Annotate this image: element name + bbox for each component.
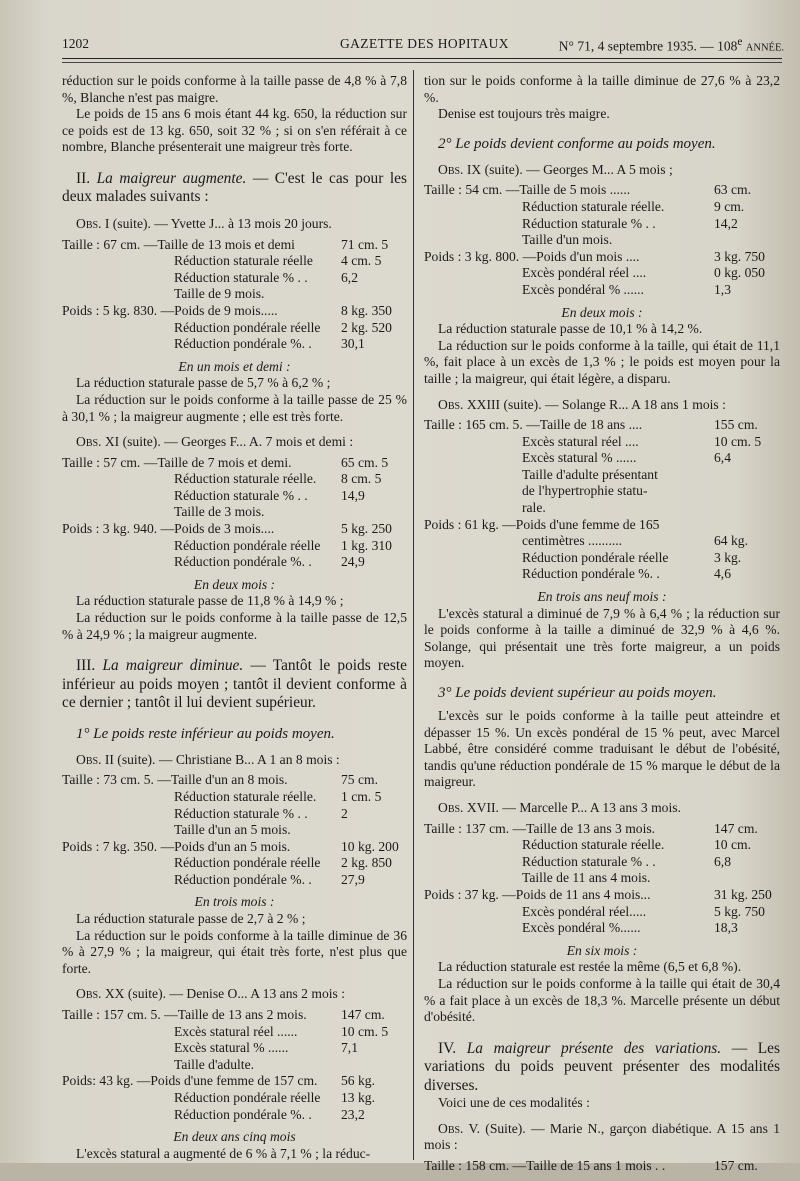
obs-text: (suite). — Georges F... A. 7 mois et demi : (119, 434, 354, 450)
measure-row (62, 1107, 407, 1124)
row-value: 4,6 (714, 566, 731, 582)
row-description: rale. (522, 500, 546, 516)
row-value: 23,2 (341, 1106, 365, 1122)
row-value: 6,4 (714, 450, 731, 466)
paragraph: tion sur le poids conforme à la taille diminue de 27,6 % à 23,2 %. (424, 73, 780, 105)
section-number: IV. (438, 1039, 457, 1057)
measure-row (62, 1007, 407, 1024)
obs-label: Obs. IX (438, 161, 482, 177)
row-description: Réduction pondérale %. . (174, 1106, 312, 1122)
measure-row (62, 253, 407, 270)
measure-row (62, 270, 407, 287)
row-description: Excès pondéral %...... (522, 920, 641, 936)
row-value: 4 cm. 5 (341, 253, 382, 269)
row-label (62, 286, 174, 303)
row-description: Réduction staturale réelle. (522, 837, 665, 853)
row-value: 18,3 (714, 920, 738, 936)
obs-text: (suite). — Solange R... A 18 ans 1 mois : (500, 396, 726, 412)
row-description: Réduction pondérale %. . (174, 871, 312, 887)
obs-text: (suite). — Christiane B... A 1 an 8 mois : (113, 751, 340, 767)
obs-text: — Marcelle P... A 13 ans 3 mois. (498, 799, 681, 815)
row-label (62, 253, 174, 270)
measure-row (424, 282, 780, 299)
row-label: Poids : 7 kg. 350. — (62, 838, 175, 854)
page-header (62, 36, 784, 56)
row-label (62, 538, 174, 555)
issue-superscript: e (737, 36, 743, 48)
row-label: Poids : 61 kg. — (424, 516, 516, 532)
measure-row (424, 417, 780, 434)
row-description: Taille d'un an 8 mois. (170, 772, 288, 788)
row-description: Poids d'un mois .... (536, 248, 640, 264)
row-label (424, 920, 522, 937)
row-label (62, 855, 174, 872)
paragraph: Le poids de 15 ans 6 mois étant 44 kg. 650, la réduction sur ce poids est de 13 kg. 650, soit 32 % ; si on s'en référait à ce nombre, Blanche présenterait une maigreur très forte. (62, 106, 407, 155)
row-value: 63 cm. (714, 182, 751, 198)
measure-row (62, 521, 407, 538)
row-value: 30,1 (341, 336, 365, 352)
row-label (424, 232, 522, 249)
row-value: 27,9 (341, 871, 365, 887)
row-description: Excès pondéral réel..... (522, 903, 647, 919)
observation-heading (62, 752, 407, 769)
row-value: 1,3 (714, 281, 731, 297)
obs-label: Obs. V. (438, 1120, 480, 1136)
row-value (714, 483, 780, 500)
row-label (62, 1057, 174, 1074)
issue-line (559, 36, 784, 55)
section-title: La maigreur augmente. (96, 169, 247, 187)
measure-row (62, 538, 407, 555)
row-value: 157 cm. (714, 1157, 758, 1173)
row-description: Réduction staturale % . . (174, 805, 308, 821)
row-description: Poids de 3 mois.... (174, 521, 275, 537)
measure-row (62, 1057, 407, 1074)
row-value: 2 kg. 850 (341, 855, 392, 871)
measure-row (424, 467, 780, 484)
measure-row (62, 806, 407, 823)
row-description: Excès pondéral % ...... (522, 281, 644, 297)
row-description: Taille de 13 mois et demi (157, 236, 295, 252)
row-value (341, 504, 407, 521)
measure-row (62, 1024, 407, 1041)
row-label (424, 434, 522, 451)
row-value: 3 kg. (714, 549, 742, 565)
row-label (62, 336, 174, 353)
row-description: Excès statural % ...... (174, 1040, 289, 1056)
obs-label: Obs. XI (76, 434, 120, 450)
paragraph: L'excès statural a diminué de 7,9 % à 6,4 % ; la réduction sur le poids conforme à la taille a diminué de 32,9 % à 4,6 %. Solange, qui présentait une très forte maigreur, a un poids moyen. (424, 605, 780, 671)
row-label (62, 789, 174, 806)
measure-row (424, 500, 780, 517)
row-description: Réduction pondérale réelle (522, 549, 669, 565)
row-label (62, 1040, 174, 1057)
row-description: Réduction pondérale réelle (174, 1090, 321, 1105)
row-label: Taille : 73 cm. 5. — (62, 772, 171, 788)
row-description: Réduction pondérale %. . (174, 554, 312, 570)
row-label: Poids: 43 kg. — (62, 1073, 151, 1089)
measure-row (424, 517, 780, 534)
row-value: 0 kg. 050 (714, 265, 765, 281)
subsection-title: 1° Le poids reste inférieur au poids moyen. (76, 725, 335, 742)
row-description: Taille de 15 ans 1 mois . . (526, 1157, 666, 1173)
row-label (424, 265, 522, 282)
row-label (424, 837, 522, 854)
row-value: 65 cm. 5 (341, 454, 389, 470)
subsection-heading (424, 684, 780, 702)
measure-block (62, 237, 407, 353)
row-value: 9 cm. (714, 198, 745, 214)
obs-label: Obs. XX (76, 986, 125, 1002)
obs-text: (suite). — Yvette J... à 13 mois 20 jours. (109, 215, 332, 231)
row-description: Poids de 9 mois..... (174, 302, 278, 318)
measure-row (62, 471, 407, 488)
issue-text: N° 71, 4 septembre 1935. — 108 (558, 38, 738, 54)
row-description: Réduction pondérale réelle (174, 319, 321, 335)
row-description: Taille de 5 mois ...... (519, 182, 631, 198)
duration-label: En trois ans neuf mois : (537, 589, 667, 605)
row-value: 64 kg. (714, 533, 748, 549)
measure-row (62, 504, 407, 521)
measure-row (424, 265, 780, 282)
obs-label: Obs. II (76, 751, 114, 767)
row-description: Réduction staturale % . . (522, 215, 656, 231)
observation-heading (62, 216, 407, 233)
duration-label: En trois mois : (194, 894, 275, 910)
row-label (62, 1024, 174, 1041)
measure-row (424, 249, 780, 266)
row-description: Excès statural réel .... (522, 433, 639, 449)
section-title: La maigreur présente des variations. (466, 1039, 722, 1057)
row-label (62, 1090, 174, 1107)
row-description: Taille d'adulte présentant (522, 466, 658, 482)
row-value: 10 cm. 5 (341, 1023, 389, 1039)
row-label: Poids : 5 kg. 830. — (62, 302, 175, 318)
row-value: 7,1 (341, 1040, 358, 1056)
paragraph: La réduction sur le poids conforme à la taille qui était de 30,4 % a fait place à un excès de 18,3 %. Marcelle présente un début d'obésité. (424, 975, 780, 1025)
measure-row (62, 237, 407, 254)
row-description: Réduction staturale % . . (174, 487, 308, 503)
measure-row (62, 839, 407, 856)
row-description: Poids de 11 ans 4 mois... (515, 886, 651, 902)
row-value: 6,8 (714, 853, 731, 869)
row-label (62, 488, 174, 505)
row-description: Taille de 9 mois. (174, 286, 265, 302)
row-label (424, 870, 522, 887)
measure-row (62, 554, 407, 571)
row-value (714, 870, 780, 887)
measure-row (62, 286, 407, 303)
row-description: Réduction pondérale %. . (174, 336, 312, 352)
row-description: Taille d'adulte. (174, 1056, 255, 1072)
row-value: 3 kg. 750 (714, 248, 765, 264)
row-value: 5 kg. 750 (714, 903, 765, 919)
subsection-title: 3° Le poids devient supérieur au poids moyen. (438, 685, 717, 701)
row-value: 147 cm. (341, 1007, 385, 1023)
measure-block (424, 821, 780, 937)
measure-block (424, 1158, 780, 1175)
row-value: 10 kg. 200 (341, 838, 399, 854)
row-value: 10 cm. (714, 837, 751, 853)
row-label (424, 199, 522, 216)
paragraph: Denise est toujours très maigre. (438, 106, 610, 122)
row-description: centimètres .......... (522, 533, 623, 549)
row-label (424, 467, 522, 484)
row-label: Poids : 3 kg. 800. — (424, 248, 537, 264)
measure-row (62, 303, 407, 320)
observation-heading (424, 800, 780, 817)
row-description: Réduction staturale réelle. (522, 198, 665, 214)
measure-row (424, 821, 780, 838)
obs-text: (Suite). — Marie N., garçon diabétique. A 15 ans 1 mois : (424, 1120, 781, 1153)
row-value: 1 kg. 310 (341, 537, 392, 553)
measure-row (424, 450, 780, 467)
measure-row (62, 789, 407, 806)
journal-title: GAZETTE DES HOPITAUX (340, 36, 509, 51)
row-description: Réduction staturale % . . (174, 269, 308, 285)
row-value: 13 kg. (341, 1090, 375, 1105)
row-description: Excès statural réel ...... (174, 1023, 298, 1039)
row-label: Taille : 165 cm. 5. — (424, 417, 540, 433)
row-label (424, 450, 522, 467)
row-label (62, 270, 174, 287)
row-value: 10 cm. 5 (714, 433, 762, 449)
measure-row (424, 483, 780, 500)
measure-row (62, 320, 407, 337)
measure-row (62, 1040, 407, 1057)
row-description: Taille de 18 ans .... (539, 417, 643, 433)
section-title: La maigreur diminue. (102, 657, 244, 675)
measure-row (424, 232, 780, 249)
measure-block (62, 1007, 407, 1123)
row-value: 31 kg. 250 (714, 886, 772, 902)
row-description: Excès pondéral réel .... (522, 265, 647, 281)
row-label: Taille : 157 cm. 5. — (62, 1007, 178, 1023)
paragraph: L'excès statural a augmenté de 6 % à 7,1 % ; la réduc- (76, 1145, 371, 1161)
right-column (424, 73, 780, 1181)
observation-heading (424, 1121, 780, 1154)
row-value: 2 kg. 520 (341, 319, 392, 335)
measure-row (62, 772, 407, 789)
paragraph: réduction sur le poids conforme à la taille passe de 4,8 % à 7,8 %, Blanche n'est pas maigre. (62, 73, 407, 105)
row-description: Réduction pondérale réelle (174, 855, 321, 871)
row-description: Réduction pondérale %. . (522, 566, 660, 582)
measure-row (424, 837, 780, 854)
measure-row (62, 1073, 407, 1090)
row-value: 1 cm. 5 (341, 788, 382, 804)
row-label (424, 282, 522, 299)
subsection-heading (62, 725, 407, 743)
obs-text: (suite). — Georges M... A 5 mois ; (481, 161, 673, 177)
measure-row (62, 822, 407, 839)
row-value: 24,9 (341, 554, 365, 570)
obs-label: Obs. XVII. (438, 799, 499, 815)
observation-heading (62, 986, 407, 1003)
measure-row (424, 1158, 780, 1175)
measure-row (62, 855, 407, 872)
annee-label: ANNÉE. (745, 42, 784, 54)
page-number: 1202 (62, 36, 89, 51)
measure-block (424, 182, 780, 298)
paragraph: La réduction staturale passe de 11,8 % à 14,9 % ; (76, 593, 344, 609)
measure-row (62, 872, 407, 889)
measure-block (62, 772, 407, 888)
measure-row (62, 488, 407, 505)
row-description: Excès statural % ...... (522, 450, 637, 466)
row-label (424, 533, 522, 550)
measure-row (424, 566, 780, 583)
row-description: Réduction pondérale réelle (174, 537, 321, 553)
row-value (341, 1057, 407, 1074)
row-description: de l'hypertrophie statu- (522, 483, 648, 499)
row-value (714, 467, 780, 484)
row-label (62, 1107, 174, 1124)
section-number: III. (76, 657, 96, 675)
row-label (424, 854, 522, 871)
duration-label: En un mois et demi : (178, 358, 291, 374)
row-value: 56 kg. (341, 1073, 375, 1089)
row-description: Taille d'un an 5 mois. (174, 822, 291, 838)
row-label (62, 471, 174, 488)
row-value (341, 286, 407, 303)
row-label (62, 554, 174, 571)
row-label: Taille : 158 cm. — (424, 1157, 527, 1173)
row-label: Taille : 57 cm. — (62, 454, 158, 470)
row-description: Poids d'une femme de 157 cm. (150, 1073, 318, 1089)
row-value: 147 cm. (714, 820, 758, 836)
section-text: — Les variations du poids peuvent présenter des modalités diverses. (424, 1039, 780, 1094)
row-value: 155 cm. (714, 417, 758, 433)
measure-row (424, 870, 780, 887)
row-description: Taille de 13 ans 2 mois. (177, 1007, 307, 1023)
row-label: Taille : 67 cm. — (62, 236, 158, 252)
row-value: 6,2 (341, 269, 358, 285)
duration-label: En deux mois : (561, 304, 643, 320)
obs-text: (suite). — Denise O... A 13 ans 2 mois : (124, 986, 345, 1002)
measure-row (62, 336, 407, 353)
measure-row (62, 1090, 407, 1107)
section-text: — Tantôt le poids reste inférieur au poids moyen ; tantôt il devient conforme à ce dernier ; tantôt il lui devient supérieur. (62, 657, 407, 712)
row-label (424, 550, 522, 567)
row-value: 2 (341, 805, 348, 821)
row-value (714, 500, 780, 517)
paragraph: La réduction staturale passe de 2,7 à 2 % ; (76, 911, 306, 927)
row-label (424, 500, 522, 517)
header-rule (62, 58, 782, 59)
measure-row (62, 455, 407, 472)
paragraph: La réduction sur le poids conforme à la taille passe de 12,5 % à 24,9 % ; la maigreur augmente. (62, 610, 407, 642)
section-number: II. (76, 169, 91, 187)
measure-row (424, 199, 780, 216)
row-description: Réduction staturale réelle. (174, 471, 317, 487)
paragraph: L'excès sur le poids conforme à la taille peut atteindre et dépasser 15 %. Un excès pondéral de 15 % peut, avec Marcel Labbé, être considéré comme traduisant le début de l'obésité, tandis qu'une réduction pondérale de 15 % marque le début de la maigreur. (424, 708, 780, 790)
paragraph: La réduction staturale est restée la même (6,5 et 6,8 %). (438, 959, 742, 975)
row-description: Réduction staturale % . . (522, 853, 656, 869)
row-value: 8 kg. 350 (341, 302, 392, 318)
measure-row (424, 216, 780, 233)
measure-row (424, 182, 780, 199)
row-description: Poids d'une femme de 165 (515, 516, 660, 532)
paragraph: La réduction sur le poids conforme à la taille, qui était de 11,1 %, fait place à un excès de 1,3 % ; le poids est moyen pour la taille ; la maigreur, qui était légère, a disparu. (424, 337, 780, 386)
row-description: Taille de 7 mois et demi. (157, 454, 292, 470)
row-value: 14,2 (714, 215, 738, 231)
section-heading-ii (62, 170, 407, 207)
section-text: — C'est le cas pour les deux malades suivants : (62, 169, 407, 206)
measure-row (424, 854, 780, 871)
row-label (62, 806, 174, 823)
paragraph: Voici une de ces modalités : (438, 1095, 590, 1111)
row-label (424, 216, 522, 233)
row-label (62, 320, 174, 337)
row-label: Taille : 54 cm. — (424, 182, 520, 198)
measure-block (424, 417, 780, 583)
subsection-title: 2° Le poids devient conforme au poids moyen. (438, 135, 716, 152)
row-label (424, 566, 522, 583)
obs-label: Obs. I (76, 215, 110, 231)
row-value: 14,9 (341, 487, 365, 503)
left-column (62, 73, 407, 1162)
row-label (62, 822, 174, 839)
measure-row (424, 920, 780, 937)
row-description: Réduction staturale réelle (174, 253, 313, 269)
measure-block (62, 455, 407, 571)
observation-heading (62, 434, 407, 451)
row-label: Taille : 137 cm. — (424, 820, 527, 836)
row-label: Poids : 3 kg. 940. — (62, 521, 175, 537)
observation-heading (424, 397, 780, 414)
observation-heading (424, 162, 780, 179)
subsection-heading (424, 135, 780, 153)
section-heading-iii (62, 657, 407, 713)
measure-row (424, 887, 780, 904)
row-value (714, 517, 780, 534)
duration-label: En deux mois : (193, 576, 276, 592)
row-value: 75 cm. (341, 772, 378, 788)
row-value: 71 cm. 5 (341, 236, 389, 252)
paragraph: La réduction sur le poids conforme à la taille passe de 25 % à 30,1 % ; la maigreur augmente ; elle est très forte. (62, 391, 407, 424)
row-value: 8 cm. 5 (341, 471, 382, 487)
section-heading-iv (424, 1040, 780, 1096)
row-label: Poids : 37 kg. — (424, 886, 516, 902)
row-description: Taille d'un mois. (522, 232, 613, 248)
obs-label: Obs. XXIII (438, 396, 501, 412)
header-rule-thin (62, 62, 782, 63)
row-label (424, 904, 522, 921)
row-value: 5 kg. 250 (341, 521, 392, 537)
column-divider (413, 70, 414, 1160)
measure-row (424, 533, 780, 550)
paragraph: La réduction sur le poids conforme à la taille diminue de 36 % à 27,9 % ; la maigreur, qui était très forte, n'est plus que forte. (62, 927, 407, 976)
row-description: Réduction staturale réelle. (174, 788, 317, 804)
row-label (62, 872, 174, 889)
paragraph: La réduction staturale passe de 10,1 % à 14,2 %. (438, 321, 703, 337)
row-description: Poids d'un an 5 mois. (174, 838, 291, 854)
row-description: Taille de 13 ans 3 mois. (526, 820, 656, 836)
measure-row (424, 550, 780, 567)
row-label (424, 483, 522, 500)
row-value (714, 232, 780, 249)
row-description: Taille de 3 mois. (174, 504, 265, 520)
row-value (341, 822, 407, 839)
duration-label: En six mois : (566, 942, 638, 958)
row-label (62, 504, 174, 521)
row-description: Taille de 11 ans 4 mois. (522, 870, 651, 886)
measure-row (424, 904, 780, 921)
duration-label: En deux ans cinq mois (173, 1129, 296, 1145)
paragraph: La réduction staturale passe de 5,7 % à 6,2 % ; (76, 375, 331, 391)
measure-row (424, 434, 780, 451)
